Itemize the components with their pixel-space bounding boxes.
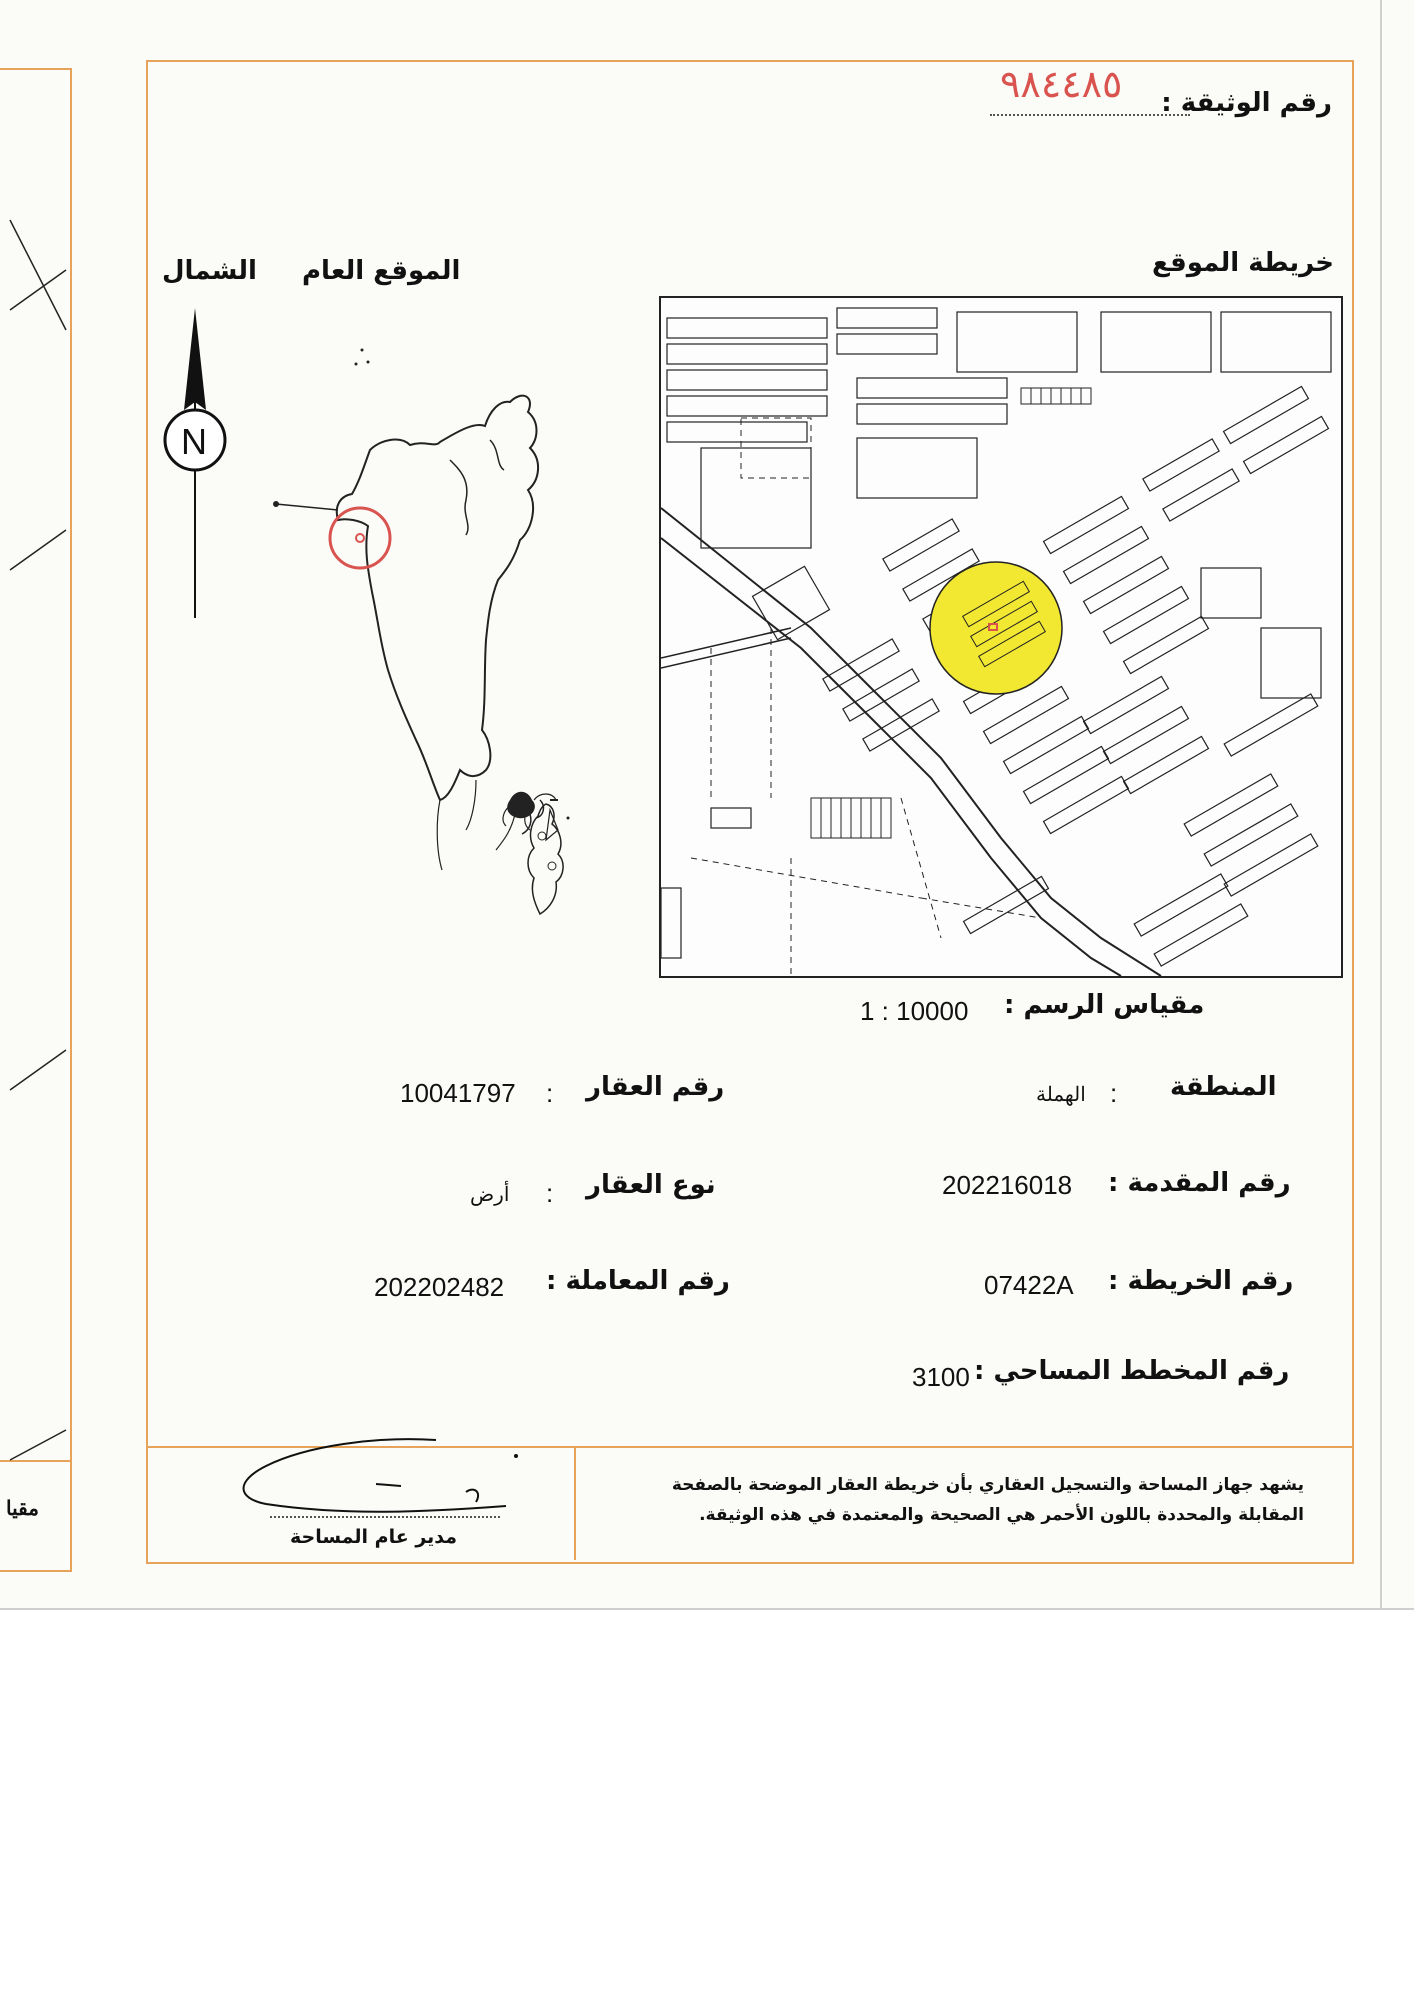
area-value: الهملة [1036,1084,1086,1106]
property-number-colon: : [546,1078,554,1108]
property-number-label: رقم العقار [586,1072,725,1102]
map-number-label: رقم الخريطة : [1108,1266,1294,1296]
page-bottom-edge [0,1608,1414,1610]
scale-label: مقياس الرسم : [1004,990,1205,1020]
application-number-value: 202216018 [942,1170,1073,1200]
certification-text [624,1470,1304,1530]
document-number-dotted-line [990,114,1190,116]
north-title: الشمال [162,256,257,286]
footer-middle-divider [574,1446,576,1560]
signature-mark [226,1426,526,1536]
island-outline [516,796,586,926]
document-number-value: ٩٨٤٤٨٥ [1000,62,1123,106]
certification-line-1: يشهد جهاز المساحة والتسجيل العقاري بأن خريطة العقار الموضحة بالصفحة [671,1475,1304,1495]
property-number-value: 10041797 [400,1078,516,1108]
location-marker-icon [330,508,390,568]
area-label: المنطقة [1170,1072,1277,1102]
certification-line-2: المقابلة والمحددة باللون الأحمر هي الصحيحة والمعتمدة في هذه الوثيقة. [699,1505,1304,1525]
general-location-title: الموقع العام [302,256,461,286]
site-map-title: خريطة الموقع [1151,248,1334,278]
property-type-value: أرض [470,1184,510,1206]
map-number-value: 07422A [984,1270,1074,1300]
property-type-label: نوع العقار [586,1170,716,1200]
application-number-label: رقم المقدمة : [1108,1168,1291,1198]
signature-dotted-line [270,1516,500,1518]
signatory-title: مدير عام المساحة [290,1526,458,1548]
left-page-cut-text: مقيا [6,1498,39,1520]
survey-plan-number-label: رقم المخطط المساحي : [974,1356,1290,1386]
north-arrow-head-icon [184,308,206,410]
area-colon: : [1110,1078,1118,1108]
right-edge-shadow [1380,0,1382,1610]
transaction-number-value: 202202482 [374,1272,505,1302]
document-number-label: رقم الوثيقة : [1161,88,1332,118]
scale-value: 1 : 10000 [860,996,969,1026]
left-page-lines [0,200,70,1500]
site-map [659,296,1343,978]
property-type-colon: : [546,1178,554,1208]
survey-plan-number-value: 3100 [912,1362,970,1392]
site-map-drawing [661,298,1341,976]
transaction-number-label: رقم المعاملة : [546,1266,730,1296]
north-letter: N [181,421,207,462]
